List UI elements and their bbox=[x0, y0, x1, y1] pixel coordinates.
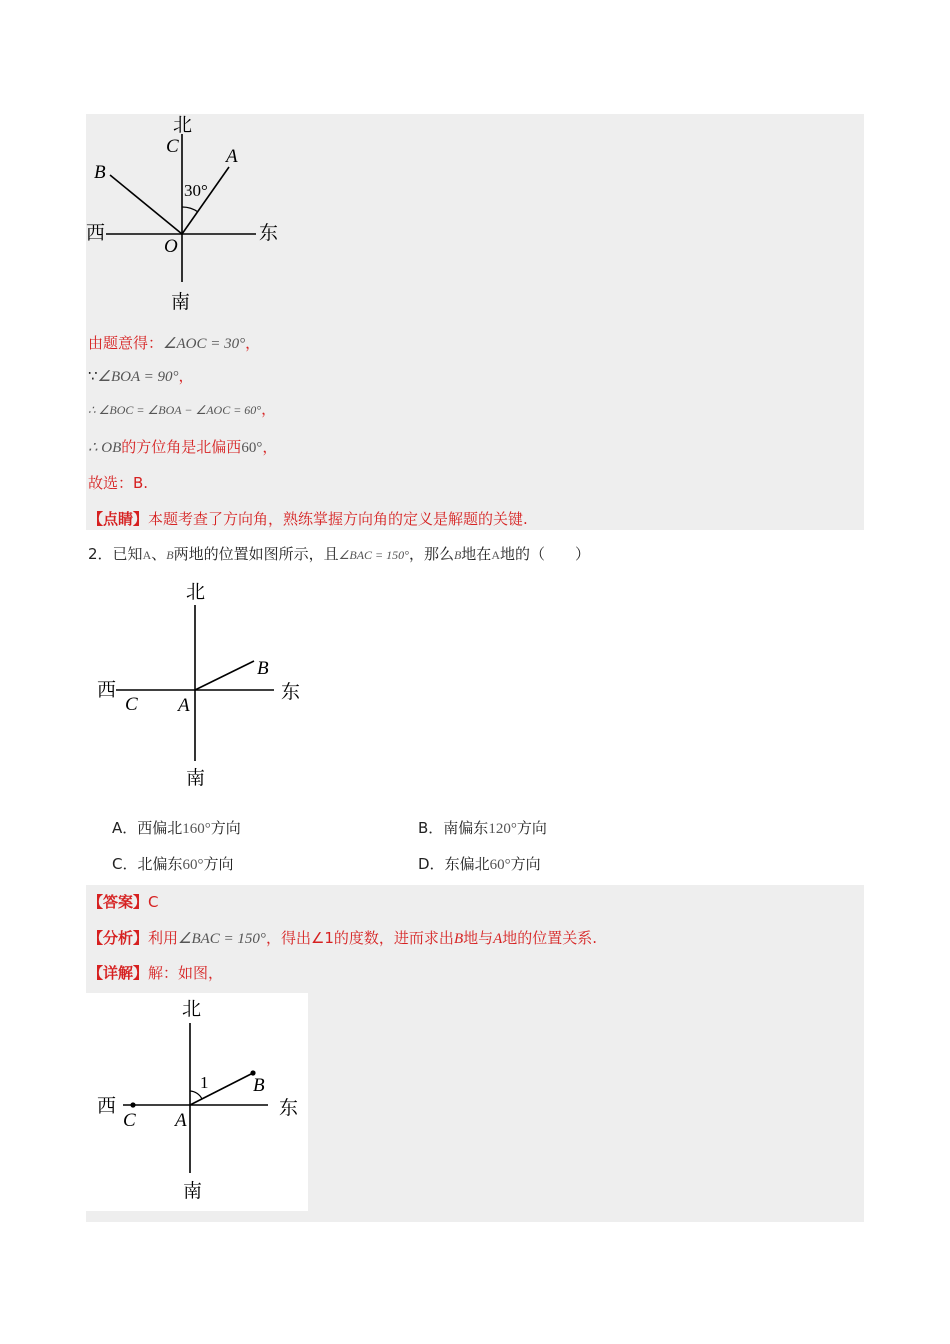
point-a-label: A bbox=[175, 1110, 187, 1131]
solution-1-conclusion: 故选：B. bbox=[88, 474, 149, 492]
point-b-label: B bbox=[253, 1075, 265, 1096]
angle-1-label: 1 bbox=[200, 1073, 209, 1092]
solution-1-line-2: ∵∠BOA = 90°， bbox=[88, 367, 194, 385]
option-b[interactable]: B．南偏东120°方向 bbox=[418, 819, 547, 837]
point-b-label: B bbox=[257, 658, 269, 679]
option-c[interactable]: C．北偏东60°方向 bbox=[112, 855, 234, 873]
east-label: 东 bbox=[279, 1098, 299, 1119]
point-a-label: A bbox=[226, 146, 238, 167]
point-a-label: A bbox=[178, 695, 190, 716]
north-label: 北 bbox=[182, 999, 202, 1020]
option-d[interactable]: D．东偏北60°方向 bbox=[418, 855, 541, 873]
west-label: 西 bbox=[97, 680, 117, 701]
answer-line: 【答案】C bbox=[88, 893, 159, 911]
south-label: 南 bbox=[171, 292, 191, 313]
west-label: 西 bbox=[86, 223, 106, 244]
figure-2-direction-diagram bbox=[94, 578, 314, 793]
solution-1-line-1: 由题意得：∠AOC = 30°， bbox=[88, 334, 261, 352]
point-c-label: C bbox=[123, 1110, 136, 1131]
south-label: 南 bbox=[183, 1181, 203, 1202]
question-2-stem: 2．已知A、B两地的位置如图所示，且∠BAC = 150°，那么B地在A地的（ ） bbox=[88, 545, 590, 563]
detail-line: 【详解】解：如图， bbox=[88, 964, 224, 982]
north-label: 北 bbox=[173, 115, 193, 136]
south-label: 南 bbox=[186, 768, 206, 789]
point-o-label: O bbox=[164, 236, 178, 257]
figure-3-direction-diagram bbox=[86, 993, 308, 1211]
east-label: 东 bbox=[259, 223, 279, 244]
solution-1-line-4: ∴ OB的方位角是北偏西60°， bbox=[88, 438, 278, 456]
analysis-line: 【分析】利用∠BAC = 150°，得出∠1的度数，进而求出B地与A地的位置关系. bbox=[88, 929, 598, 947]
angle-label: 30° bbox=[184, 181, 208, 200]
figure-1-direction-diagram bbox=[86, 112, 316, 317]
point-b-label: B bbox=[94, 162, 106, 183]
solution-1-comment: 【点睛】本题考查了方向角，熟练掌握方向角的定义是解题的关键. bbox=[88, 510, 528, 528]
west-label: 西 bbox=[97, 1096, 117, 1117]
option-a[interactable]: A．西偏北160°方向 bbox=[112, 819, 241, 837]
north-label: 北 bbox=[186, 582, 206, 603]
point-c-label: C bbox=[125, 694, 138, 715]
east-label: 东 bbox=[281, 682, 301, 703]
point-c-label: C bbox=[166, 136, 179, 157]
solution-1-line-3: ∴ ∠BOC = ∠BOA − ∠AOC = 60°， bbox=[88, 400, 277, 418]
